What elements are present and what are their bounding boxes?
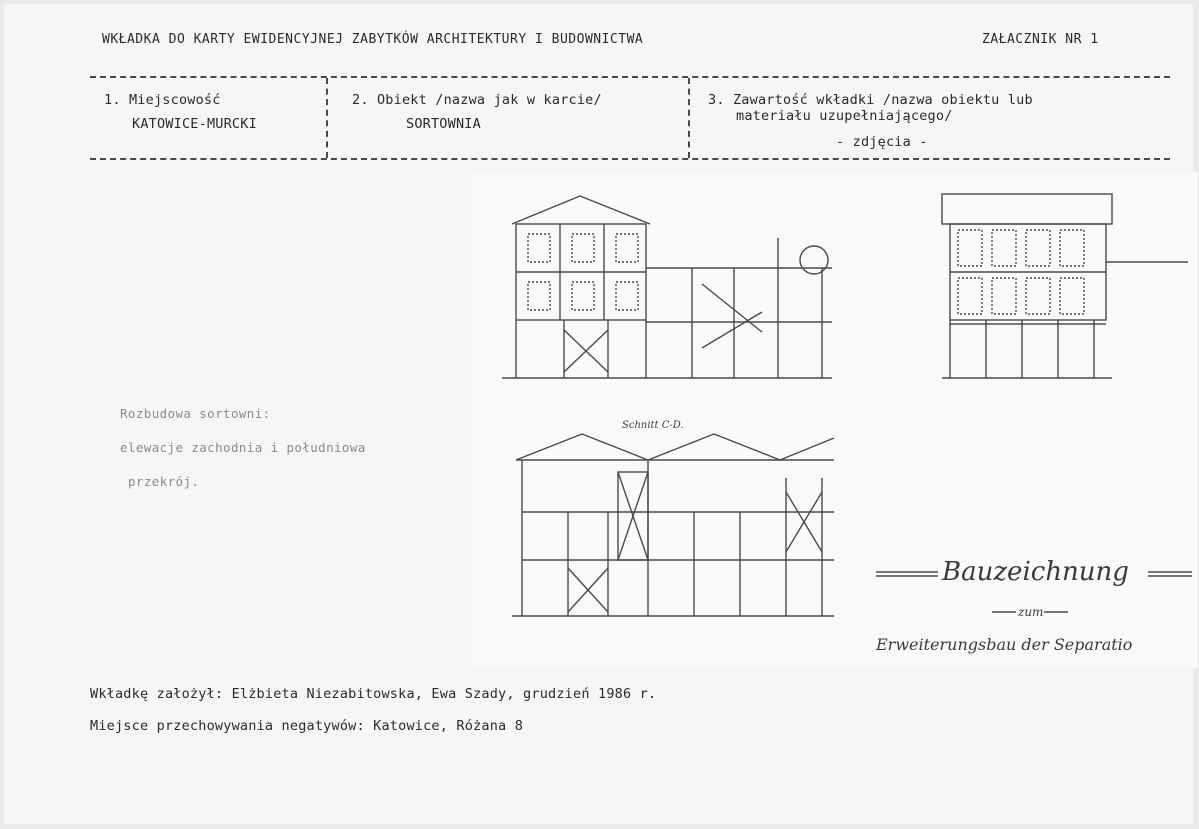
drawing-title: Bauzeichnung (942, 557, 1129, 587)
field-location-label: 1. Miejscowość (104, 92, 221, 108)
drawing-subtitle: zum (1018, 605, 1044, 619)
document-title: WKŁADKA DO KARTY EWIDENCYJNEJ ZABYTKÓW ARCHITEKTURY I BUDOWNICTWA (102, 32, 644, 47)
field-location-value: KATOWICE-MURCKI (132, 116, 257, 132)
west-elevation-drawing (502, 196, 832, 378)
column-divider-1 (326, 78, 328, 158)
south-elevation-drawing (942, 194, 1188, 378)
field-content-value: - zdjęcia - (836, 134, 928, 150)
field-object-label: 2. Obiekt /nazwa jak w karcie/ (352, 92, 602, 108)
bottom-dashed-rule (90, 158, 1170, 160)
footer-negative-storage: Miejsce przechowywania negatywów: Katowice, Różana 8 (90, 718, 524, 734)
footer-author: Wkładkę założył: Elżbieta Niezabitowska, Ewa Szady, grudzień 1986 r. (90, 686, 657, 702)
field-content-label-2: materiału uzupełniającego/ (736, 108, 953, 124)
column-divider-2 (688, 78, 690, 158)
drawing-sheet-graphic (472, 172, 1198, 668)
section-label: Schnitt C-D. (622, 420, 684, 431)
annex-number: ZAŁACZNIK NR 1 (982, 32, 1099, 47)
field-content-label-1: 3. Zawartość wkładki /nazwa obiektu lub (708, 92, 1033, 108)
caption-line-1: Rozbudowa sortowni: (120, 406, 271, 421)
record-card (4, 4, 1193, 824)
caption-line-3: przekrój. (128, 474, 200, 489)
caption-line-2: elewacje zachodnia i południowa (120, 440, 366, 455)
field-object-value: SORTOWNIA (406, 116, 481, 132)
drawing-description: Erweiterungsbau der Separatio (876, 635, 1133, 654)
architectural-drawing-photo (472, 172, 1198, 668)
cross-section-drawing (512, 434, 834, 616)
top-dashed-rule (90, 76, 1170, 78)
